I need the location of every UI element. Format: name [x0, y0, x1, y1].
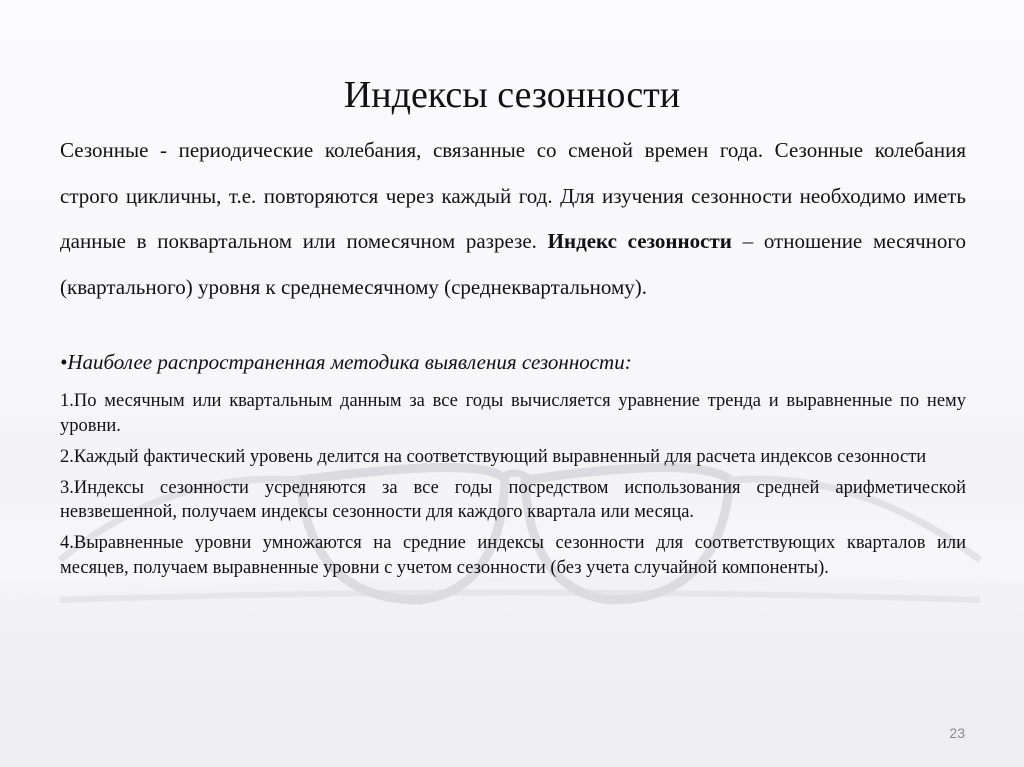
method-heading: •Наиболее распространенная методика выявления сезонности: — [60, 350, 632, 374]
steps-list — [60, 389, 966, 587]
step-item: 2.Каждый фактический уровень делится на соответствующий выравненный для расчета индексов сезонности — [60, 446, 927, 467]
intro-text-end: – отношение месячного (квартального) уровня к среднемесячному (среднеквартальному). — [60, 229, 966, 299]
intro-text-start: Сезонные - периодические колебания, связанные со сменой времен года. Сезонные колебания строго цикличны, т.е. повторяются через каждый год. Для изучения сезонности необходимо иметь данные в поквартальном или помесячном разрезе. — [60, 138, 966, 253]
step-item: 1.По месячным или квартальным данным за все годы вычисляется уравнение тренда и выравненные по нему уровни. — [60, 391, 966, 436]
intro-bold-term: Индекс сезонности — [547, 229, 732, 253]
step-item: 3.Индексы сезонности усредняются за все годы посредством использования средней арифметической невзвешенной, получаем индексы сезонности для каждого квартала или месяца. — [60, 477, 966, 522]
slide-title: Индексы сезонности — [343, 74, 681, 117]
page-number: 23 — [949, 725, 965, 741]
step-item: 4.Выравненные уровни умножаются на средние индексы сезонности для соответствующих кварталов или месяцев, получаем выравненные уровни с учетом сезонности (без учета случайной компоненты). — [60, 533, 966, 578]
intro-paragraph — [60, 128, 966, 310]
